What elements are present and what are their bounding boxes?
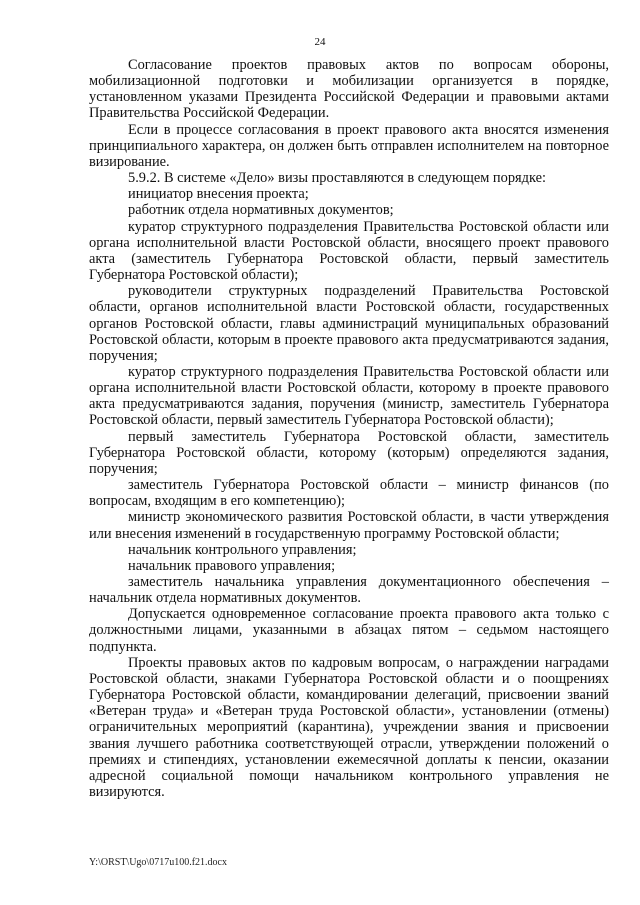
footer-file-path: Y:\ORST\Ugo\0717u100.f21.docx: [89, 857, 227, 868]
list-item-curator-submitting: куратор структурного подразделения Правительства Ростовской области или органа исполнительной власти Ростовской области, вносящего проект правового акта (заместитель Губернатора Ростовской области, первый заместитель Губернатора Ростовской области);: [89, 218, 609, 284]
paragraph-simultaneous-approval: Допускается одновременное согласование проекта правового акта только с должностными лицами, указанными в абзацах пятом – седьмом настоящего подпункта.: [89, 606, 609, 655]
list-item-control-head: начальник контрольного управления;: [128, 541, 357, 558]
list-item-economy-minister: министр экономического развития Ростовской области, в части утверждения или внесения изменений в государственную программу Ростовской области;: [89, 509, 609, 542]
list-item-finance-minister: заместитель Губернатора Ростовской области – министр финансов (по вопросам, входящим в его компетенцию);: [89, 477, 609, 510]
list-item-initiator: инициатор внесения проекта;: [128, 186, 309, 203]
paragraph-defense-approval: Согласование проектов правовых актов по вопросам обороны, мобилизационной подготовки и мобилизации организуется в порядке, установленном указами Президента Российской Федерации и правовыми актами Правительства Российской Федерации.: [89, 57, 609, 122]
document-body: [89, 57, 609, 800]
list-item-deputy-governors: первый заместитель Губернатора Ростовской области, заместитель Губернатора Ростовской области, которому (которым) определяются задания, поручения;: [89, 428, 609, 477]
page-number: 24: [314, 36, 326, 48]
list-item-legal-head: начальник правового управления;: [128, 557, 336, 574]
list-item-curator-assigned: куратор структурного подразделения Правительства Ростовской области или органа исполнительной власти Ростовской области, которому в проекте правового акта предусматриваются задания, поручения (министр, заместитель Губернатора Ростовской области, первый заместитель Губернатора Ростовской области);: [89, 363, 609, 429]
list-item-normative-dept: работник отдела нормативных документов;: [128, 202, 394, 219]
paragraph-delo-visa-order: 5.9.2. В системе «Дело» визы проставляются в следующем порядке:: [128, 170, 546, 187]
list-item-heads-of-units: руководители структурных подразделений Правительства Ростовской области, органов исполнительной власти Ростовской области, государственных органов Ростовской области, главы администраций муниципальных образований Ростовской области, которым в проекте правового акта предусматриваются задания, поручения;: [89, 283, 609, 364]
paragraph-personnel-acts: Проекты правовых актов по кадровым вопросам, о награждении наградами Ростовской области, знаками Губернатора Ростовской области и о поощрениях Губернатора Ростовской области, командировании делегаций, присвоении званий «Ветеран труда» и «Ветеран труда Ростовской области», установлении (отмены) ограничительных мероприятий (карантина), учреждении звания и присвоении звания лучшего работника соответствующей отрасли, утверждении положений о премиях и стипендиях, установлении ежемесячной доплаты к пенсии, оказании адресной социальной помощи начальником контрольного управления не визируются.: [89, 654, 609, 801]
paragraph-reapproval: Если в процессе согласования в проект правового акта вносятся изменения принципиального характера, он должен быть отправлен исполнителем на повторное визирование.: [89, 121, 609, 170]
list-item-doc-support-deputy: заместитель начальника управления документационного обеспечения – начальник отдела нормативных документов.: [89, 574, 609, 607]
